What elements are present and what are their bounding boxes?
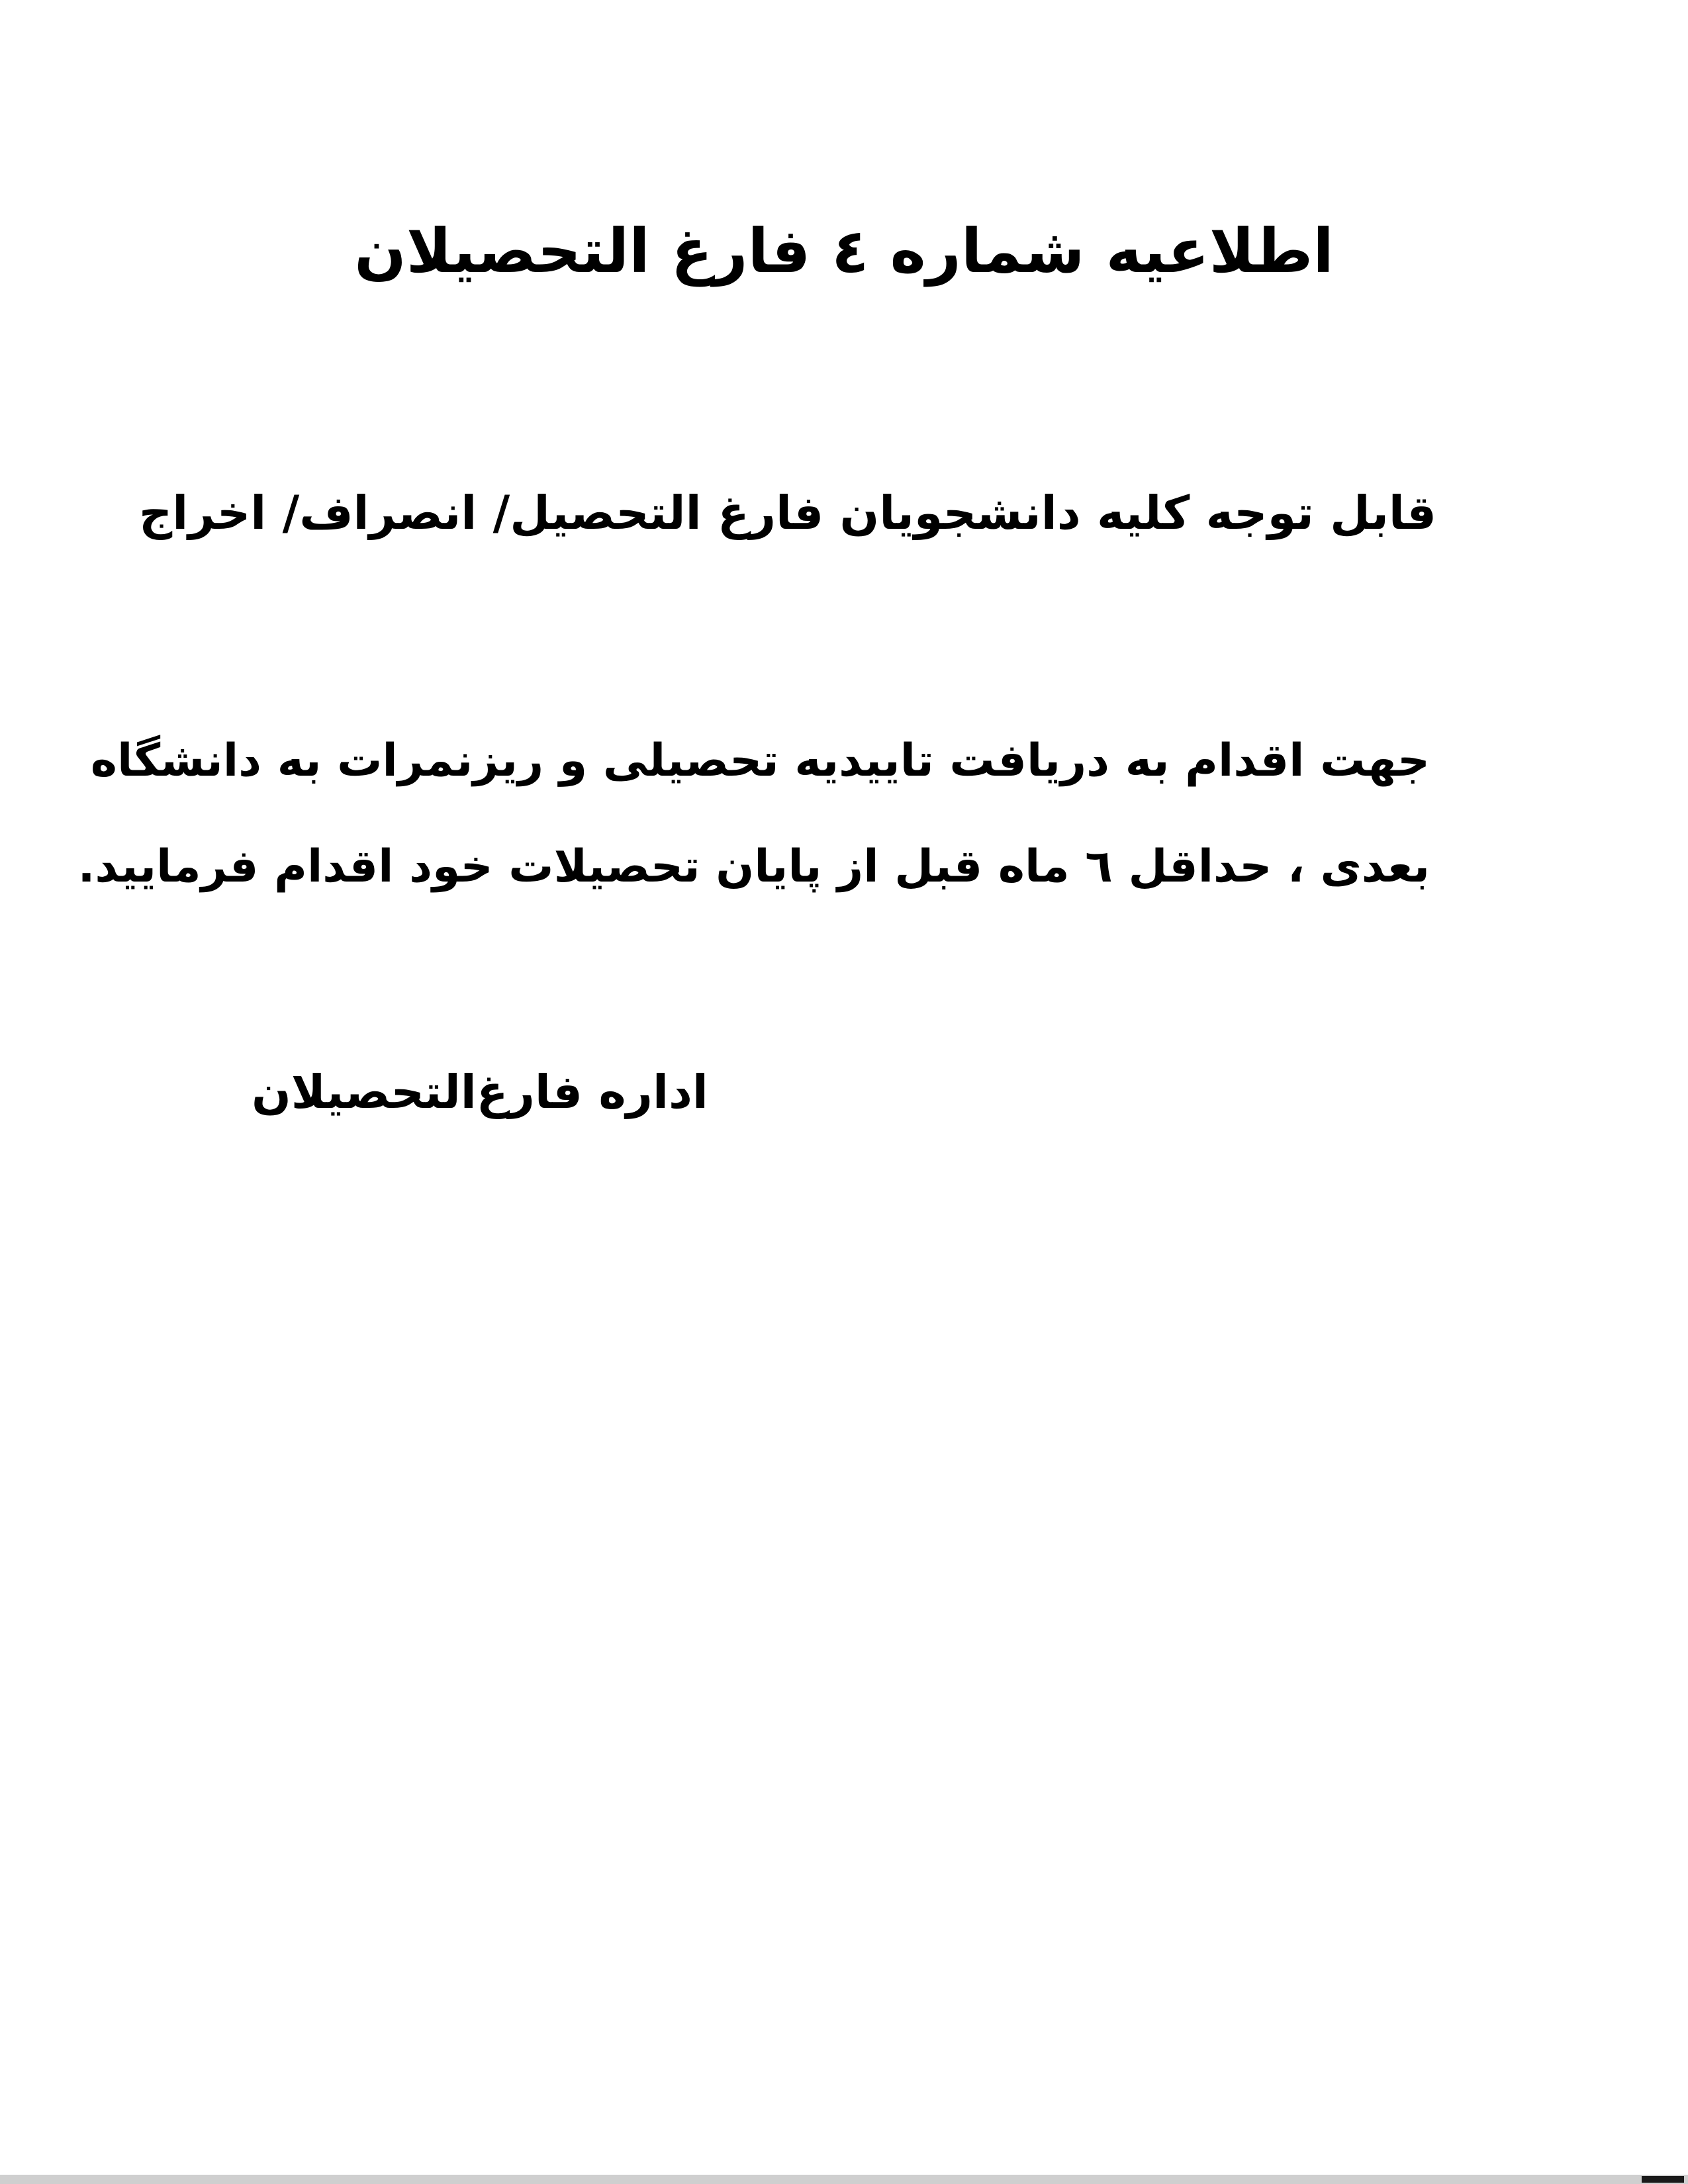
notice-body: [77, 708, 1430, 920]
page-title: اطلاعیه شماره ٤ فارغ التحصیلان: [354, 216, 1334, 287]
signature-text: اداره فارغ‌التحصیلان: [252, 1065, 708, 1119]
notice-body-line: جهت اقدام به دریافت تاییدیه تحصیلی و ریزنمرات به دانشگاه: [90, 735, 1430, 787]
notice-audience: قابل توجه کلیه دانشجویان فارغ التحصیل/ انصراف/ اخراج: [138, 486, 1436, 540]
notice-body-line: بعدی ، حداقل ٦ ماه قبل از پایان تحصیلات خود اقدام فرمایید.: [77, 841, 1430, 893]
footer-watermark-mark: [1642, 2176, 1684, 2183]
signature-block: [252, 1052, 1430, 1132]
footer-bar: [0, 2175, 1688, 2184]
